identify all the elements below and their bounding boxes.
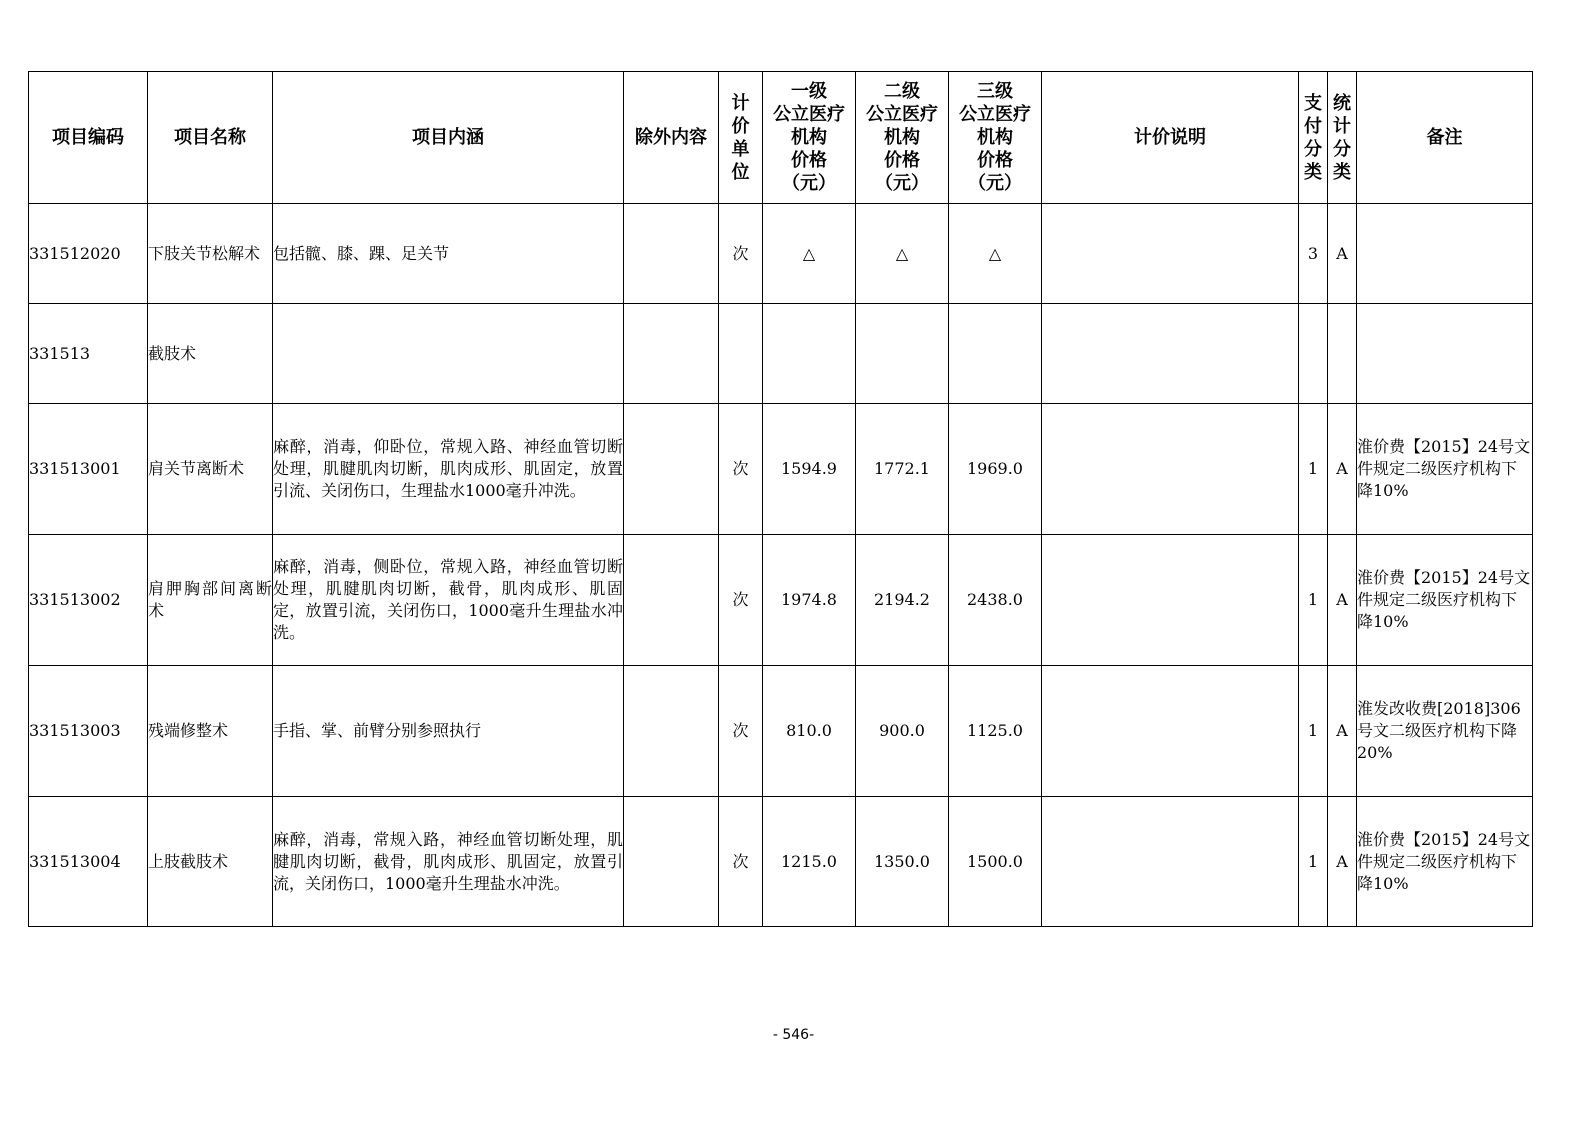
cell-exclusion bbox=[624, 797, 719, 927]
header-price1-line: 机构 bbox=[791, 127, 827, 148]
table-row bbox=[29, 797, 1533, 927]
header-price1-line: 价格 bbox=[791, 150, 827, 171]
header-pay-class-cell bbox=[1299, 72, 1328, 204]
cell-pay-class: 1 bbox=[1299, 666, 1328, 797]
table-row bbox=[29, 304, 1533, 404]
cell-exclusion bbox=[624, 404, 719, 535]
header-price2-line: 机构 bbox=[884, 127, 920, 148]
cell-price2: 2194.2 bbox=[856, 535, 949, 666]
cell-price3: 1500.0 bbox=[949, 797, 1042, 927]
cell-unit bbox=[719, 304, 763, 404]
table-row bbox=[29, 204, 1533, 304]
cell-content: 麻醉，消毒，常规入路，神经血管切断处理，肌腱肌肉切断，截骨，肌肉成形、肌固定，放置引流，关闭伤口，1000毫升生理盐水冲洗。 bbox=[273, 797, 624, 927]
cell-code: 331513002 bbox=[29, 535, 148, 666]
cell-remarks bbox=[1357, 304, 1533, 404]
cell-pay-class: 1 bbox=[1299, 535, 1328, 666]
cell-price2 bbox=[856, 304, 949, 404]
cell-pricing-note bbox=[1042, 304, 1299, 404]
cell-name: 肩胛胸部间离断术 bbox=[148, 535, 273, 666]
cell-stat-class: A bbox=[1328, 797, 1357, 927]
cell-code: 331513004 bbox=[29, 797, 148, 927]
cell-unit: 次 bbox=[719, 204, 763, 304]
table-row bbox=[29, 535, 1533, 666]
header-price1 bbox=[763, 72, 856, 204]
cell-unit: 次 bbox=[719, 535, 763, 666]
header-price1-line: 公立医疗 bbox=[773, 104, 845, 125]
header-price1-line: （元） bbox=[782, 173, 836, 194]
table-row bbox=[29, 404, 1533, 535]
cell-price3: 1125.0 bbox=[949, 666, 1042, 797]
cell-name: 上肢截肢术 bbox=[148, 797, 273, 927]
cell-price3 bbox=[949, 304, 1042, 404]
header-price3-line: （元） bbox=[968, 173, 1022, 194]
header-price1-line: 一级 bbox=[791, 81, 827, 102]
cell-remarks: 淮发改收费[2018]306号文二级医疗机构下降20% bbox=[1357, 666, 1533, 797]
cell-code: 331513001 bbox=[29, 404, 148, 535]
cell-pricing-note bbox=[1042, 666, 1299, 797]
cell-remarks bbox=[1357, 204, 1533, 304]
cell-price1: 1974.8 bbox=[763, 535, 856, 666]
cell-stat-class: A bbox=[1328, 204, 1357, 304]
header-stat-class: 统计分类 bbox=[1333, 92, 1351, 183]
header-price3-line: 价格 bbox=[977, 150, 1013, 171]
cell-content: 麻醉，消毒，侧卧位，常规入路，神经血管切断处理，肌腱肌肉切断，截骨，肌肉成形、肌固定，放置引流，关闭伤口，1000毫升生理盐水冲洗。 bbox=[273, 535, 624, 666]
page-number: - 546- bbox=[772, 1027, 815, 1043]
header-pay-class: 支付分类 bbox=[1304, 92, 1322, 183]
cell-name: 下肢关节松解术 bbox=[148, 204, 273, 304]
cell-content: 麻醉，消毒，仰卧位，常规入路、神经血管切断处理，肌腱肌肉切断，肌肉成形、肌固定，放置引流、关闭伤口，生理盐水1000毫升冲洗。 bbox=[273, 404, 624, 535]
cell-price2: △ bbox=[856, 204, 949, 304]
cell-pay-class: 1 bbox=[1299, 404, 1328, 535]
cell-code: 331513 bbox=[29, 304, 148, 404]
header-price3-line: 三级 bbox=[977, 81, 1013, 102]
header-price3 bbox=[949, 72, 1042, 204]
cell-price1 bbox=[763, 304, 856, 404]
header-row bbox=[29, 72, 1533, 204]
cell-remarks: 淮价费【2015】24号文件规定二级医疗机构下降10% bbox=[1357, 404, 1533, 535]
header-content: 项目内涵 bbox=[273, 72, 624, 204]
cell-stat-class: A bbox=[1328, 404, 1357, 535]
header-price2 bbox=[856, 72, 949, 204]
header-unit: 计价单位 bbox=[731, 92, 750, 183]
cell-stat-class: A bbox=[1328, 666, 1357, 797]
header-code: 项目编码 bbox=[29, 72, 148, 204]
header-remarks: 备注 bbox=[1357, 72, 1533, 204]
cell-exclusion bbox=[624, 666, 719, 797]
cell-price2: 1772.1 bbox=[856, 404, 949, 535]
header-name: 项目名称 bbox=[148, 72, 273, 204]
cell-price3: 2438.0 bbox=[949, 535, 1042, 666]
header-price2-line: （元） bbox=[875, 173, 929, 194]
cell-price3: △ bbox=[949, 204, 1042, 304]
cell-price1: 1215.0 bbox=[763, 797, 856, 927]
cell-unit: 次 bbox=[719, 797, 763, 927]
cell-price2: 1350.0 bbox=[856, 797, 949, 927]
table-row bbox=[29, 666, 1533, 797]
cell-pricing-note bbox=[1042, 404, 1299, 535]
cell-content bbox=[273, 304, 624, 404]
cell-pay-class bbox=[1299, 304, 1328, 404]
cell-unit: 次 bbox=[719, 666, 763, 797]
cell-remarks: 淮价费【2015】24号文件规定二级医疗机构下降10% bbox=[1357, 797, 1533, 927]
cell-price1: △ bbox=[763, 204, 856, 304]
cell-unit: 次 bbox=[719, 404, 763, 535]
cell-stat-class bbox=[1328, 304, 1357, 404]
header-stat-class-cell bbox=[1328, 72, 1357, 204]
cell-content: 包括髋、膝、踝、足关节 bbox=[273, 204, 624, 304]
price-table bbox=[28, 71, 1533, 927]
cell-price3: 1969.0 bbox=[949, 404, 1042, 535]
cell-pricing-note bbox=[1042, 797, 1299, 927]
cell-pricing-note bbox=[1042, 535, 1299, 666]
cell-price1: 810.0 bbox=[763, 666, 856, 797]
header-price3-line: 公立医疗 bbox=[959, 104, 1031, 125]
cell-exclusion bbox=[624, 535, 719, 666]
cell-exclusion bbox=[624, 304, 719, 404]
header-price2-line: 公立医疗 bbox=[866, 104, 938, 125]
cell-remarks: 淮价费【2015】24号文件规定二级医疗机构下降10% bbox=[1357, 535, 1533, 666]
cell-code: 331513003 bbox=[29, 666, 148, 797]
header-price3-line: 机构 bbox=[977, 127, 1013, 148]
header-unit-cell bbox=[719, 72, 763, 204]
cell-name: 截肢术 bbox=[148, 304, 273, 404]
header-price2-line: 价格 bbox=[884, 150, 920, 171]
cell-code: 331512020 bbox=[29, 204, 148, 304]
cell-stat-class: A bbox=[1328, 535, 1357, 666]
header-exclusion: 除外内容 bbox=[624, 72, 719, 204]
cell-exclusion bbox=[624, 204, 719, 304]
cell-price2: 900.0 bbox=[856, 666, 949, 797]
cell-name: 肩关节离断术 bbox=[148, 404, 273, 535]
cell-price1: 1594.9 bbox=[763, 404, 856, 535]
header-pricing-note: 计价说明 bbox=[1042, 72, 1299, 204]
cell-pricing-note bbox=[1042, 204, 1299, 304]
cell-name: 残端修整术 bbox=[148, 666, 273, 797]
cell-pay-class: 3 bbox=[1299, 204, 1328, 304]
cell-pay-class: 1 bbox=[1299, 797, 1328, 927]
header-price2-line: 二级 bbox=[884, 81, 920, 102]
cell-content: 手指、掌、前臂分别参照执行 bbox=[273, 666, 624, 797]
